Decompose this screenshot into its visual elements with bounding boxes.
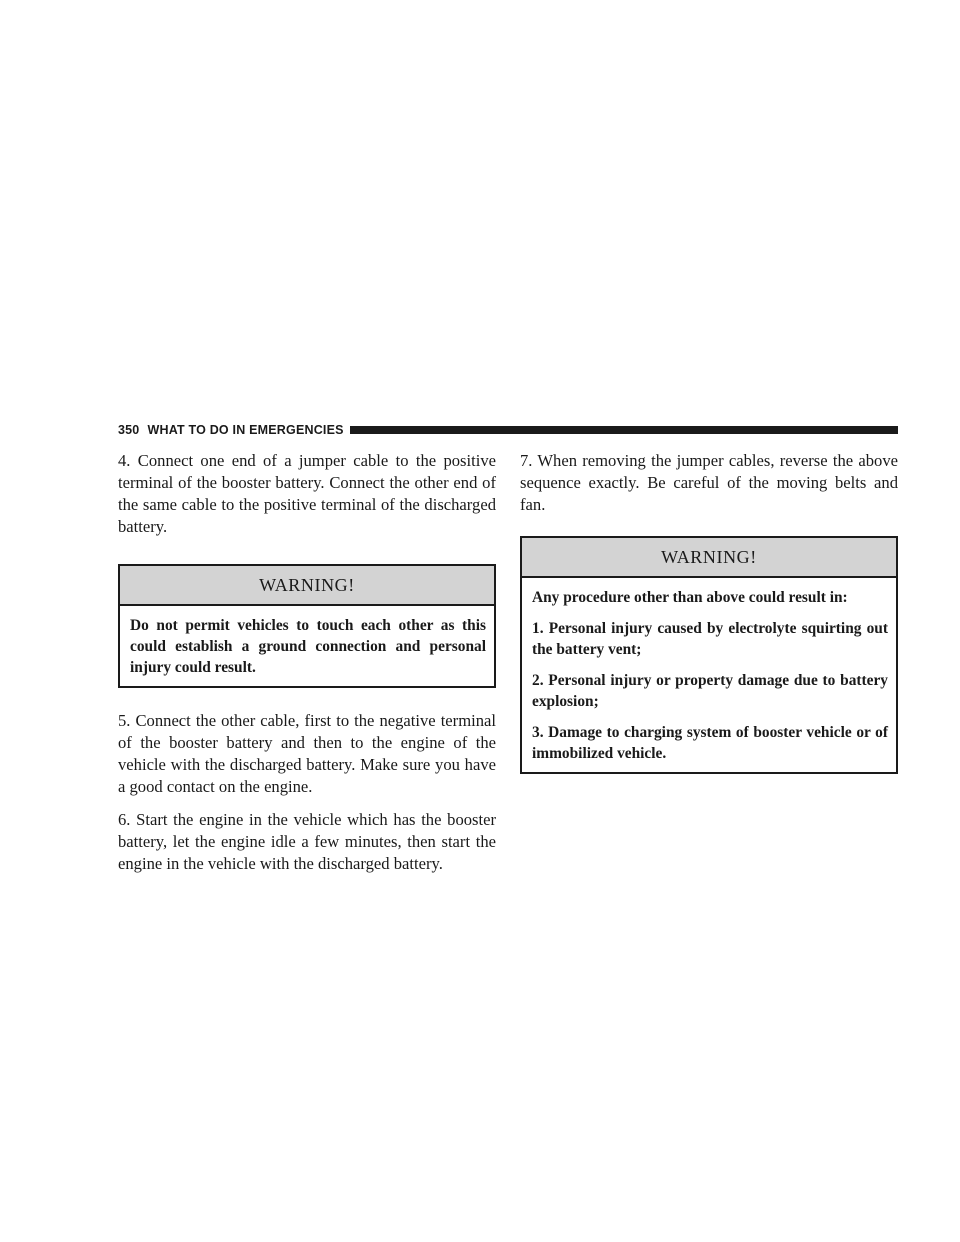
warning-item-1: 1. Personal injury caused by electrolyte squirting out the battery vent;: [532, 620, 888, 658]
step-4-text: 4. Connect one end of a jumper cable to the positive terminal of the booster battery. Connect the other end of the same cable to the positive terminal of the discharged battery.: [118, 451, 496, 536]
warning-item-2: 2. Personal injury or property damage due to battery explosion;: [532, 672, 888, 710]
left-column: [118, 450, 496, 886]
warning-item-3: 3. Damage to charging system of booster vehicle or of immobilized vehicle.: [532, 724, 888, 762]
step-7-text: 7. When removing the jumper cables, reverse the above sequence exactly. Be careful of the moving belts and fan.: [520, 451, 898, 514]
right-column: [520, 450, 898, 796]
page-header: [118, 422, 898, 438]
warning-box-vehicle-contact: [118, 564, 496, 688]
warning-intro: Any procedure other than above could result in:: [532, 589, 848, 606]
warning-body: [120, 606, 494, 686]
step-5-text: 5. Connect the other cable, first to the negative terminal of the booster battery and then to the engine of the vehicle with the discharged battery. Make sure you have a good contact on the engine.: [118, 711, 496, 796]
warning-box-procedure: [520, 536, 898, 774]
section-title: WHAT TO DO IN EMERGENCIES: [147, 423, 344, 437]
step-6-text: 6. Start the engine in the vehicle which has the booster battery, let the engine idle a few minutes, then start the engine in the vehicle with the discharged battery.: [118, 810, 496, 873]
page-number: 350: [118, 423, 140, 437]
warning-title: WARNING!: [120, 566, 494, 606]
warning-body: [522, 578, 896, 772]
header-rule: [350, 426, 898, 434]
warning-title: WARNING!: [522, 538, 896, 578]
warning-text: Do not permit vehicles to touch each other as this could establish a ground connection and personal injury could result.: [130, 617, 486, 676]
